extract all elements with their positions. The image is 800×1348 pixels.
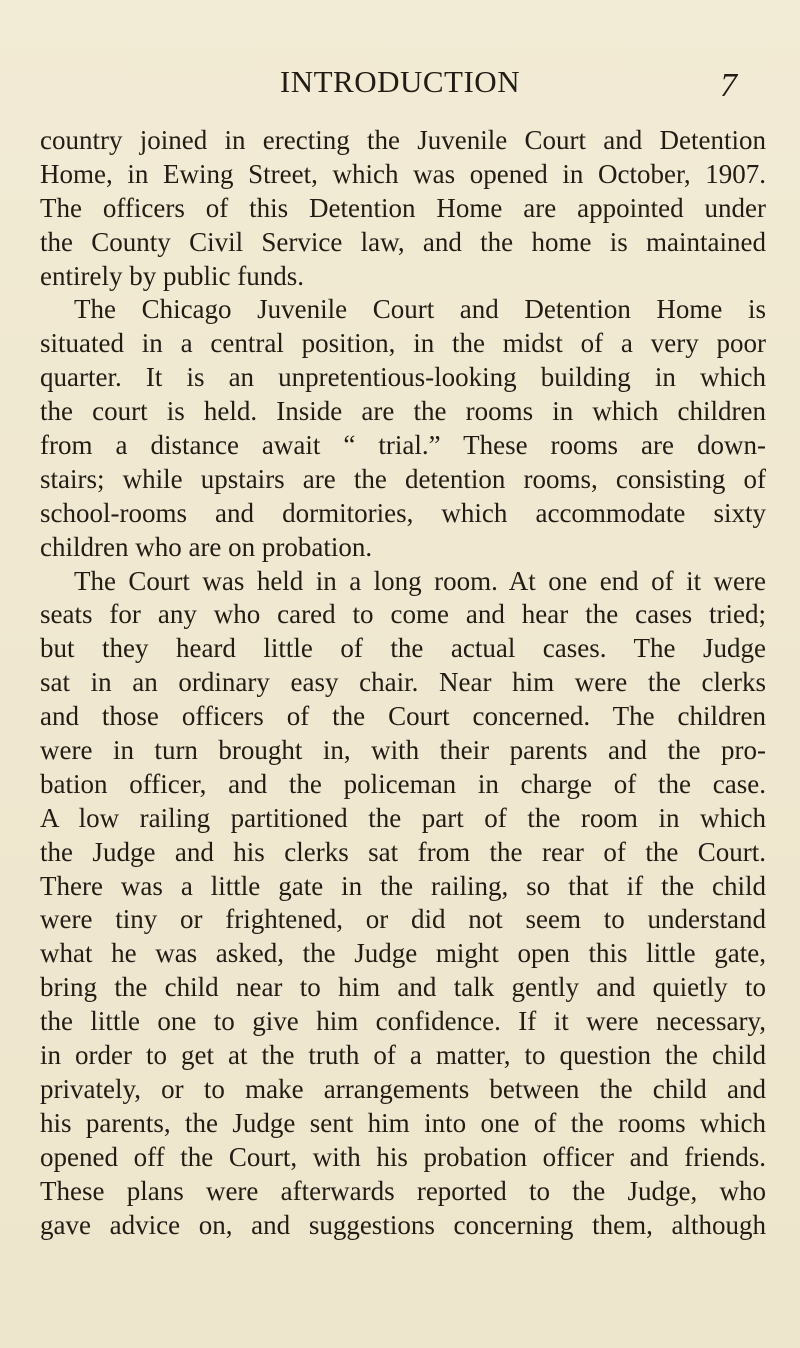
text-line: the court is held. Inside are the rooms in which children [40, 396, 766, 427]
text-line: the County Civil Service law, and the home is maintained [40, 226, 766, 257]
page-number: 7 [720, 67, 737, 104]
text-line: A low railing partitioned the part of the room in which [40, 802, 766, 833]
text-line: There was a little gate in the railing, so that if the child [40, 870, 766, 901]
text-line: were in turn brought in, with their parents and the pro- [40, 735, 766, 766]
text-line: bring the child near to him and talk gently and quietly to [40, 972, 766, 1003]
text-line: These plans were afterwards reported to the Judge, who [40, 1175, 766, 1206]
text-line: in order to get at the truth of a matter, to question the child [40, 1040, 766, 1071]
text-line: and those officers of the Court concerned. The children [40, 701, 766, 732]
text-line: The officers of this Detention Home are appointed under [40, 192, 766, 223]
text-line: situated in a central position, in the midst of a very poor [40, 328, 766, 359]
text-line: the Judge and his clerks sat from the rear of the Court. [40, 836, 766, 867]
text-line: Home, in Ewing Street, which was opened in October, 1907. [40, 158, 766, 189]
text-line: privately, or to make arrangements between the child and [40, 1073, 766, 1104]
text-line: school-rooms and dormitories, which accommodate sixty [40, 497, 766, 528]
body-text [40, 124, 766, 1242]
text-line: entirely by public funds. [40, 260, 304, 291]
text-line: his parents, the Judge sent him into one of the rooms which [40, 1107, 766, 1138]
paragraph-start-line: The Chicago Juvenile Court and Detention Home is [74, 294, 766, 325]
text-line: opened off the Court, with his probation officer and friends. [40, 1141, 766, 1172]
running-head: INTRODUCTION [279, 64, 521, 99]
text-line: from a distance await “ trial.” These rooms are down- [40, 430, 766, 461]
page-header [0, 62, 800, 106]
text-line: bation officer, and the policeman in charge of the case. [40, 768, 766, 799]
text-line: but they heard little of the actual cases. The Judge [40, 633, 766, 664]
text-line: quarter. It is an unpretentious-looking building in which [40, 362, 766, 393]
text-line: country joined in erecting the Juvenile Court and Detention [40, 125, 766, 155]
text-line: children who are on probation. [40, 531, 373, 562]
text-line: gave advice on, and suggestions concerning them, although [40, 1209, 766, 1240]
text-line: seats for any who cared to come and hear the cases tried; [40, 599, 766, 630]
text-line: sat in an ordinary easy chair. Near him were the clerks [40, 667, 766, 698]
text-line: the little one to give him confidence. If it were necessary, [40, 1006, 766, 1037]
text-line: were tiny or frightened, or did not seem to understand [40, 904, 766, 935]
text-line: stairs; while upstairs are the detention rooms, consisting of [40, 463, 766, 494]
paragraph-start-line: The Court was held in a long room. At one end of it were [74, 565, 766, 596]
text-line: what he was asked, the Judge might open this little gate, [40, 938, 766, 969]
